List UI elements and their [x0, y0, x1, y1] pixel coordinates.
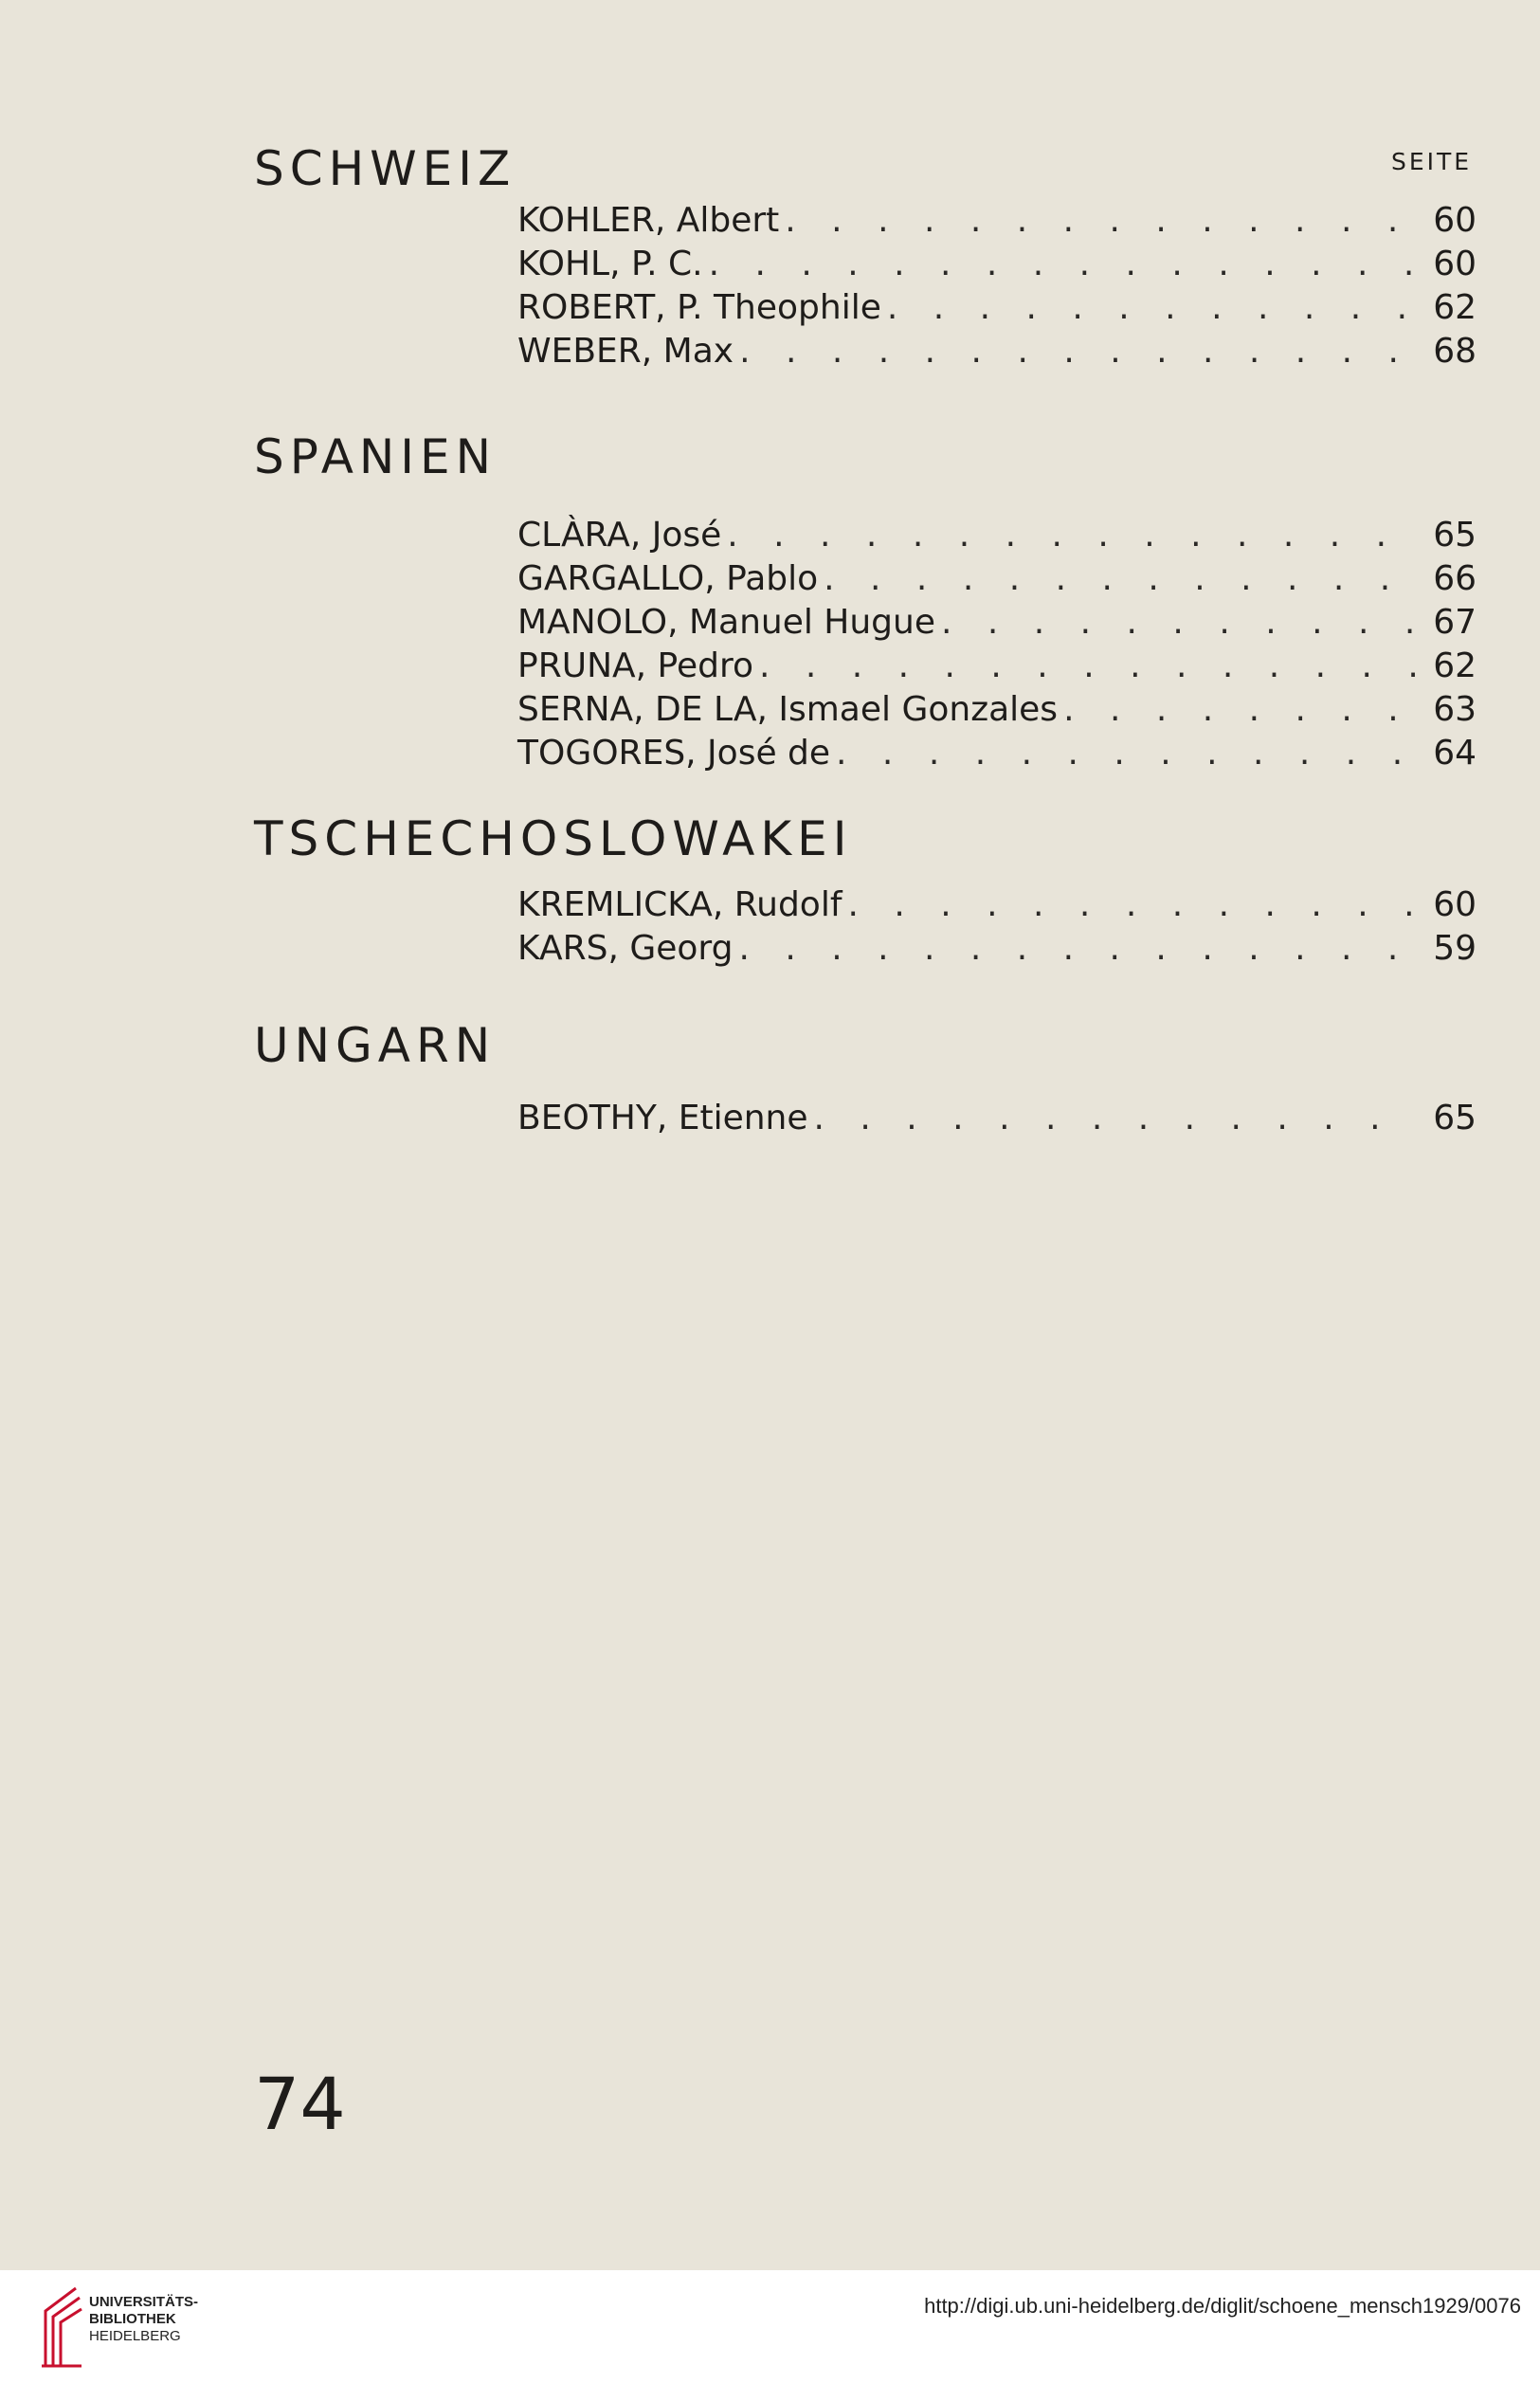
- page-ref: 65: [1433, 1099, 1477, 1137]
- leader-dots: [941, 601, 1418, 645]
- leader-dots: [739, 330, 1418, 373]
- viewer-footer: [0, 2270, 1540, 2383]
- artist-name: SERNA, DE LA, Ismael Gonzales: [517, 690, 1059, 729]
- seite-column-label: SEITE: [1391, 148, 1473, 175]
- leader-dots: [887, 286, 1418, 330]
- page-ref: 63: [1433, 690, 1477, 729]
- index-entry: [517, 330, 1477, 373]
- leader-dots: [1063, 688, 1418, 732]
- page-number: 74: [254, 2062, 346, 2146]
- section-ungarn: [254, 1017, 1486, 1140]
- page-ref: 62: [1433, 288, 1477, 327]
- page-ref: 67: [1433, 603, 1477, 642]
- index-entry: [517, 927, 1477, 971]
- country-heading: SCHWEIZ: [254, 141, 516, 196]
- index-entry: [517, 199, 1477, 243]
- page-ref: 66: [1433, 559, 1477, 598]
- index-entry: [517, 514, 1477, 557]
- page-ref: 64: [1433, 734, 1477, 773]
- library-logo-icon: [38, 2283, 85, 2370]
- leader-dots: [814, 1097, 1418, 1140]
- artist-name: CLÀRA, José: [517, 516, 722, 555]
- page-ref: 68: [1433, 332, 1477, 371]
- leader-dots: [759, 645, 1418, 688]
- index-entry: [517, 645, 1477, 688]
- leader-dots: [824, 557, 1418, 601]
- library-name-line: BIBLIOTHEK: [89, 2311, 176, 2327]
- section-tschechoslowakei: [254, 810, 1486, 971]
- page-ref: 60: [1433, 201, 1477, 240]
- artist-name: KREMLICKA, Rudolf: [517, 885, 842, 924]
- library-name-line: HEIDELBERG: [89, 2328, 181, 2344]
- page-ref: 59: [1433, 929, 1477, 968]
- artist-name: KARS, Georg: [517, 929, 734, 968]
- leader-dots: [836, 732, 1418, 775]
- page-ref: 65: [1433, 516, 1477, 555]
- index-entry: [517, 883, 1477, 927]
- artist-name: BEOTHY, Etienne: [517, 1099, 808, 1137]
- artist-name: PRUNA, Pedro: [517, 646, 753, 685]
- index-entry: [517, 557, 1477, 601]
- country-heading: SPANIEN: [254, 429, 498, 484]
- leader-dots: [709, 243, 1418, 286]
- index-entry: [517, 243, 1477, 286]
- library-name-line: UNIVERSITÄTS-: [89, 2294, 199, 2310]
- artist-name: KOHL, P. C.: [517, 245, 703, 283]
- artist-name: GARGALLO, Pablo: [517, 559, 819, 598]
- country-heading: UNGARN: [254, 1018, 497, 1073]
- country-heading: TSCHECHOSLOWAKEI: [254, 811, 853, 866]
- library-name: [89, 2294, 198, 2345]
- index-entry: [517, 688, 1477, 732]
- leader-dots: [785, 199, 1418, 243]
- section-spanien: [254, 428, 1486, 775]
- artist-name: WEBER, Max: [517, 332, 734, 371]
- artist-name: MANOLO, Manuel Hugue: [517, 603, 935, 642]
- page-ref: 60: [1433, 245, 1477, 283]
- index-entry: [517, 1097, 1477, 1140]
- page-ref: 60: [1433, 885, 1477, 924]
- artist-name: TOGORES, José de: [517, 734, 831, 773]
- section-schweiz: [254, 140, 1486, 373]
- artist-name: ROBERT, P. Theophile: [517, 288, 881, 327]
- artist-name: KOHLER, Albert: [517, 201, 780, 240]
- leader-dots: [848, 883, 1419, 927]
- page-ref: 62: [1433, 646, 1477, 685]
- index-entry: [517, 601, 1477, 645]
- leader-dots: [738, 927, 1418, 971]
- leader-dots: [727, 514, 1418, 557]
- index-entry: [517, 732, 1477, 775]
- index-entry: [517, 286, 1477, 330]
- source-url-link[interactable]: http://digi.ub.uni-heidelberg.de/diglit/schoene_mensch1929/0076: [924, 2294, 1521, 2318]
